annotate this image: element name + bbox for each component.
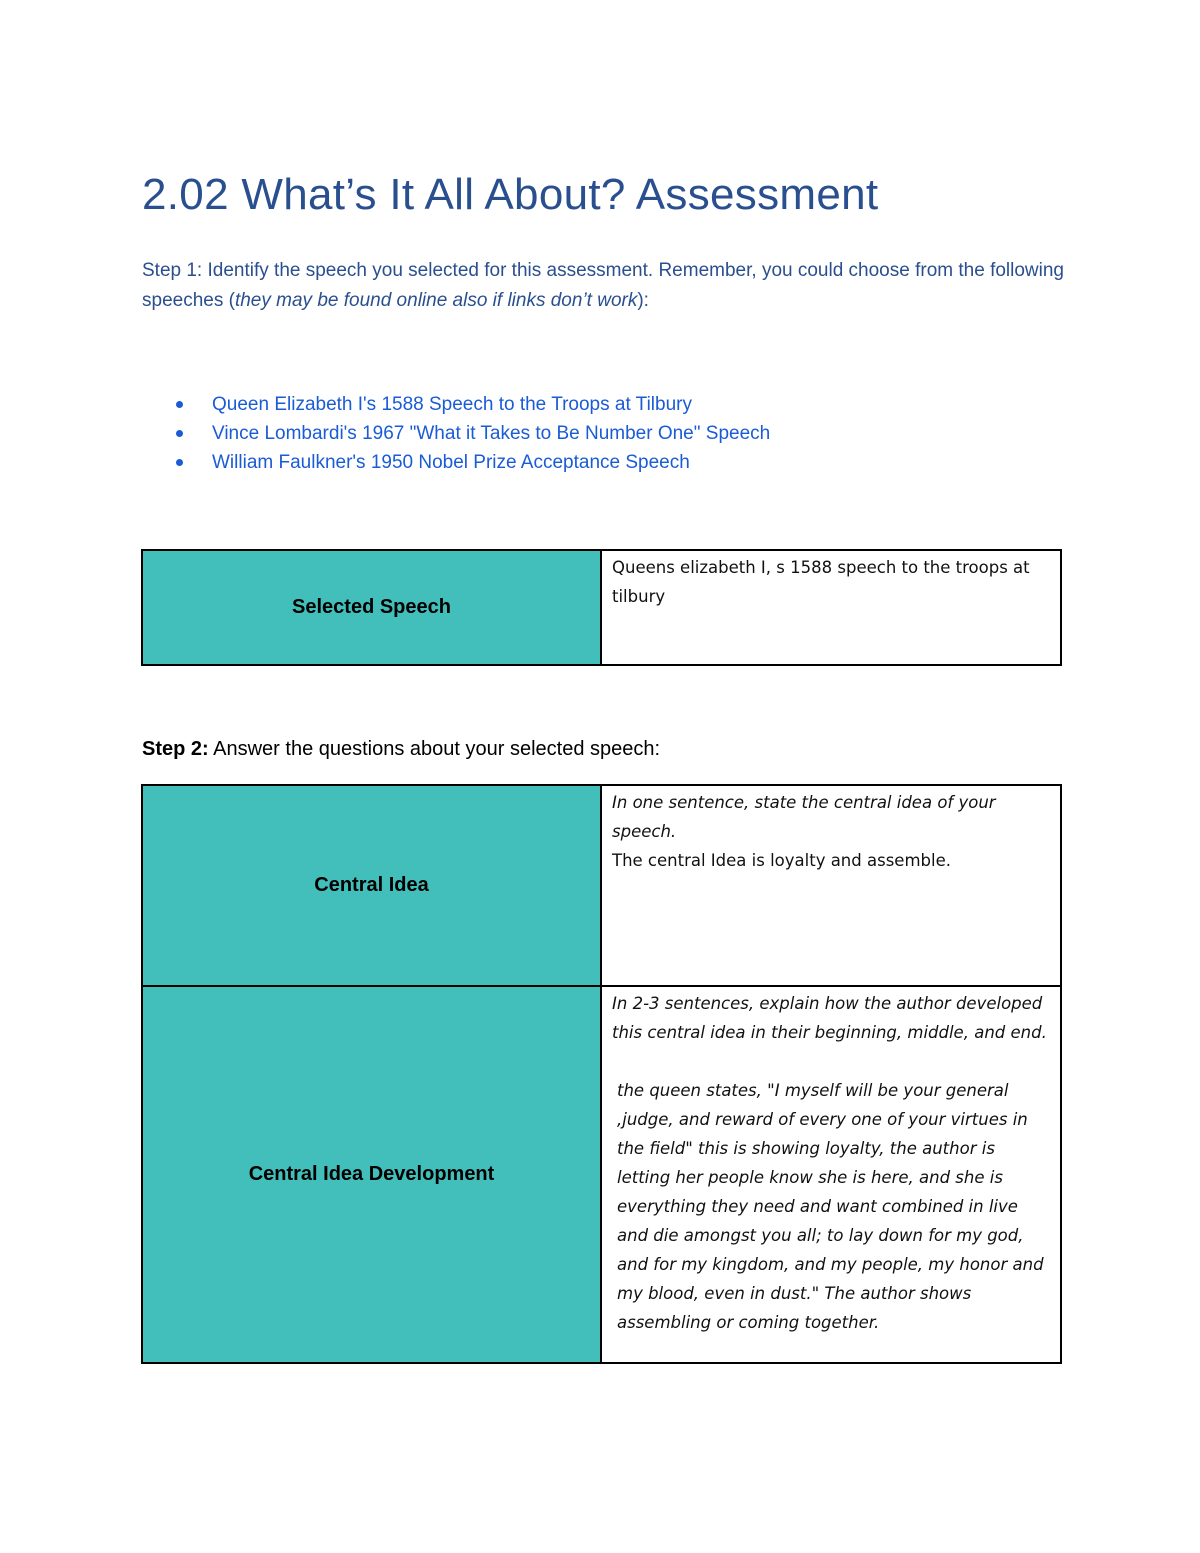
step2-label: Step 2: (142, 738, 209, 760)
selected-speech-label: Selected Speech (142, 550, 601, 665)
step2-text: Answer the questions about your selected speech: (208, 738, 661, 760)
speech-link-lombardi[interactable] (142, 419, 770, 448)
step1-text: Identify the speech you selected for this assessment. Remember, you could choose from the following speeches ( (142, 260, 1065, 311)
speech-link-label: Queen Elizabeth I's 1588 Speech to the Troops at Tilbury (212, 394, 692, 415)
selected-speech-value: Queens elizabeth I, s 1588 speech to the troops at tilbury (612, 558, 1030, 606)
central-idea-label: Central Idea (142, 785, 601, 986)
questions-table (141, 784, 1062, 1364)
selected-speech-table (141, 549, 1062, 666)
development-answer: the queen states, "I myself will be your general ,judge, and reward of every one of your virtues in the field" this is showing loyalty, the author is letting her people know she is here, and she is everything they need and want combined in live and die amongst you all; to lay down for my god, and for my kingdom, and my people, my honor and my blood, even in dust." The author shows assembling or coming together. (617, 1081, 1044, 1332)
bullet-icon (176, 430, 183, 437)
step1-italic-note: they may be found online also if links don’t work (234, 290, 638, 311)
speech-list (142, 390, 770, 477)
selected-speech-value-cell[interactable] (601, 550, 1061, 665)
step2-instructions (142, 738, 660, 761)
central-idea-cell[interactable] (601, 785, 1061, 986)
page-title: 2.02 What’s It All About? Assessment (142, 170, 879, 219)
table-row (142, 550, 1061, 665)
table-row (142, 986, 1061, 1363)
speech-link-label: William Faulkner's 1950 Nobel Prize Acceptance Speech (212, 452, 690, 473)
step1-instructions (142, 256, 1072, 316)
central-idea-development-label: Central Idea Development (142, 986, 601, 1363)
central-idea-development-cell[interactable] (601, 986, 1061, 1363)
development-prompt: In 2-3 sentences, explain how the author developed this central idea in their beginning, middle, and end. (612, 994, 1047, 1042)
speech-link-label: Vince Lombardi's 1967 "What it Takes to Be Number One" Speech (212, 423, 771, 444)
table-row (142, 785, 1061, 986)
speech-link-elizabeth[interactable] (142, 390, 770, 419)
bullet-icon (176, 401, 183, 408)
step1-label: Step 1: (142, 260, 203, 281)
step1-text-end: ): (637, 290, 649, 311)
bullet-icon (176, 459, 183, 466)
central-idea-answer: The central Idea is loyalty and assemble. (612, 851, 951, 870)
central-idea-prompt: In one sentence, state the central idea of your speech. (612, 793, 996, 841)
speech-link-faulkner[interactable] (142, 448, 770, 477)
